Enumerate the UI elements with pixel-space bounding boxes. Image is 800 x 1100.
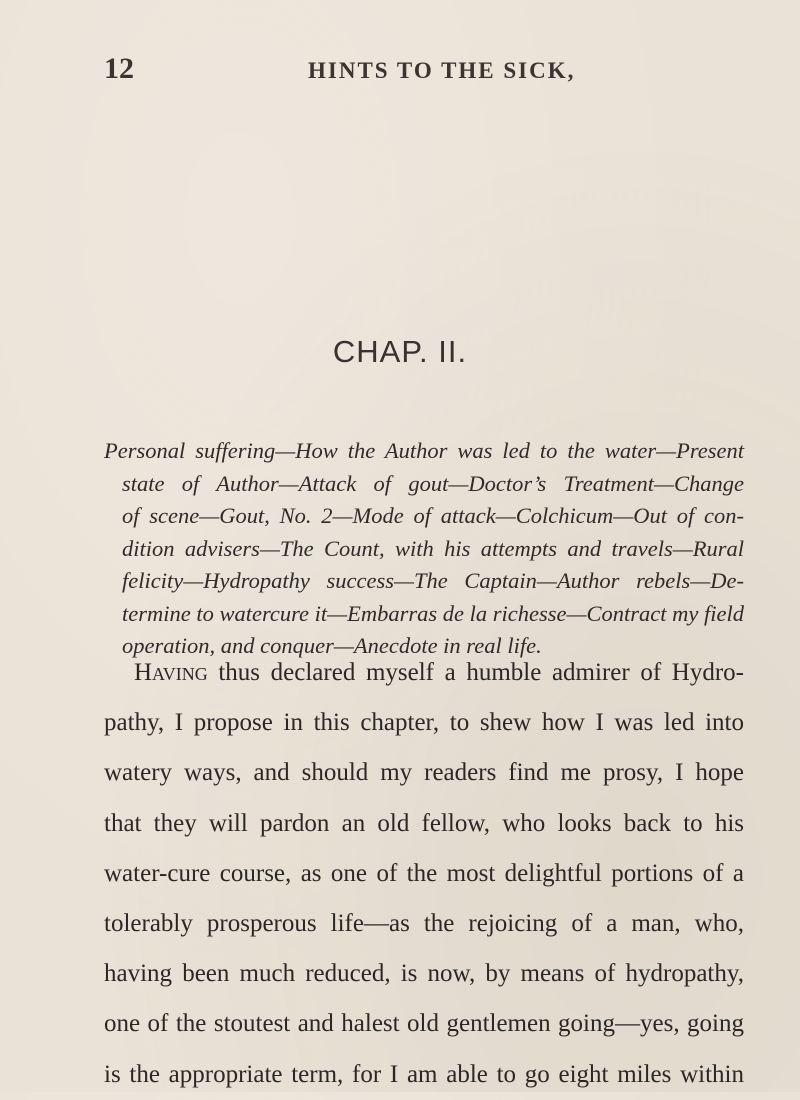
opening-word: Having <box>134 659 208 686</box>
running-title: HINTS TO THE SICK, <box>308 58 576 83</box>
page-number: 12 <box>104 52 134 85</box>
summary-line: of scene—Gout, No. 2—Mode of attack—Colchicum—Out of con- <box>122 503 744 528</box>
body-paragraph <box>104 648 744 1100</box>
body-line: is the appropriate term, for I am able to go eight miles within <box>104 1060 744 1088</box>
body-line-first <box>104 648 744 698</box>
body-line: pathy, I propose in this chapter, to shew how I was led into <box>104 709 744 737</box>
summary-line: operation, and conquer—Anecdote in real life. <box>122 633 542 658</box>
first-line-text: thus declared myself a humble admirer of Hydro- <box>207 659 744 686</box>
running-head <box>0 52 800 92</box>
body-line: having been much reduced, is now, by means of hydropathy, <box>104 960 744 988</box>
body-line: watery ways, and should my readers find me prosy, I hope <box>104 759 744 787</box>
chapter-heading: CHAP. II. <box>332 334 468 369</box>
body-line: that they will pardon an old fellow, who looks back to his <box>104 809 744 837</box>
chapter-summary <box>104 435 744 663</box>
summary-line: termine to watercure it—Embarras de la richesse—Contract my field <box>122 600 745 626</box>
summary-line: felicity—Hydropathy success—The Captain—Author rebels—De- <box>122 568 744 593</box>
body-line: water-cure course, as one of the most delightful portions of a <box>104 859 744 887</box>
summary-line: dition advisers—The Count, with his attempts and travels—Rural <box>122 535 744 561</box>
body-line: one of the stoutest and halest old gentlemen going—yes, going <box>104 1010 744 1038</box>
summary-line: state of Author—Attack of gout—Doctor’s Treatment—Change <box>122 470 744 496</box>
body-line: tolerably prosperous life—as the rejoicing of a man, who, <box>104 910 744 938</box>
summary-line: Personal suffering—How the Author was led to the water—Present <box>104 438 744 463</box>
